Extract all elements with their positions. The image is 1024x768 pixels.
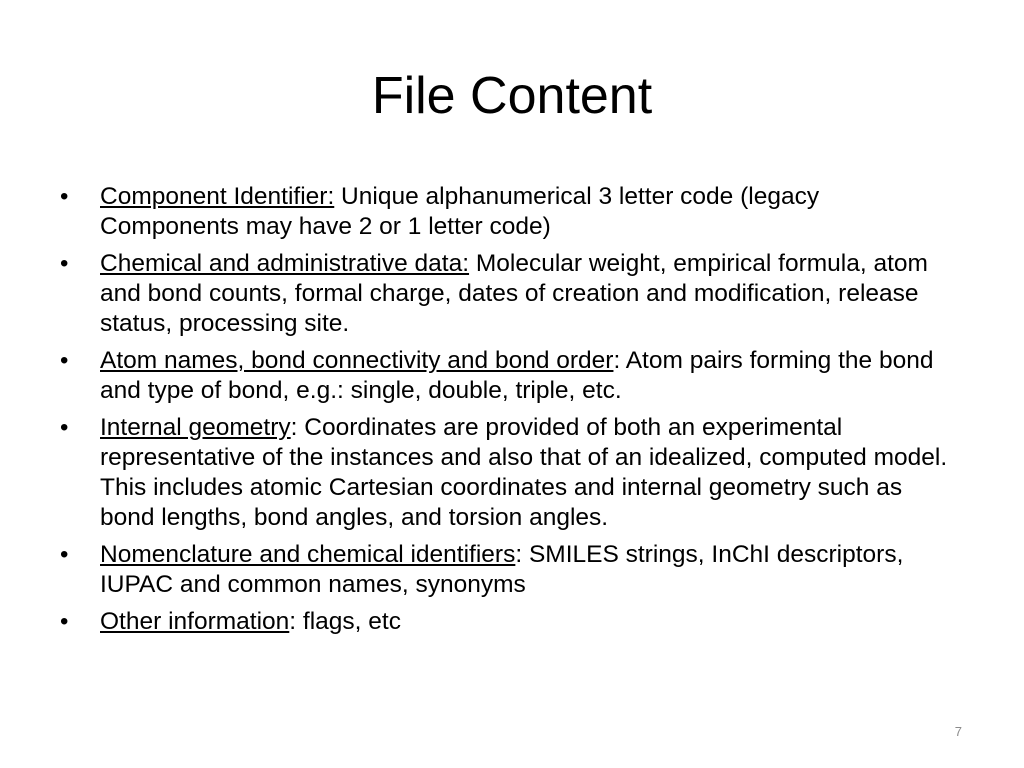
bullet-label: Nomenclature and chemical identifiers bbox=[100, 541, 516, 568]
bullet-item-component-identifier bbox=[60, 182, 960, 242]
bullet-text: : Coordinates are provided of both an experimental representative of the instances and also that of an idealized, computed model. This includes atomic Cartesian coordinates and internal geometry such as bond lengths, bond angles, and torsion angles. bbox=[100, 414, 948, 531]
bullet-label: Internal geometry bbox=[100, 414, 291, 441]
bullet-dot-icon: • bbox=[60, 250, 69, 277]
bullet-label: Atom names, bond connectivity and bond order bbox=[100, 347, 614, 374]
bullet-item-internal-geometry bbox=[60, 413, 960, 533]
bullet-dot-icon: • bbox=[60, 347, 69, 374]
bullet-item-other-information bbox=[60, 607, 960, 637]
bullet-list bbox=[60, 182, 960, 644]
bullet-dot-icon: • bbox=[60, 541, 69, 568]
bullet-item-atom-names bbox=[60, 346, 960, 406]
bullet-dot-icon: • bbox=[60, 608, 69, 635]
bullet-text: : Atom pairs forming the bond and type of bond, e.g.: single, double, triple, etc. bbox=[100, 347, 934, 404]
bullet-item-chemical-data bbox=[60, 249, 960, 339]
bullet-label: Other information bbox=[100, 608, 290, 635]
bullet-text: Unique alphanumerical 3 letter code (legacy Components may have 2 or 1 letter code) bbox=[100, 183, 820, 240]
bullet-text: Molecular weight, empirical formula, atom and bond counts, formal charge, dates of creation and modification, release status, processing site. bbox=[100, 250, 928, 337]
bullet-dot-icon: • bbox=[60, 414, 69, 441]
bullet-item-nomenclature bbox=[60, 540, 960, 600]
bullet-dot-icon: • bbox=[60, 183, 69, 210]
bullet-label: Chemical and administrative data: bbox=[100, 250, 470, 277]
page-number: 7 bbox=[954, 724, 962, 739]
bullet-text: : SMILES strings, InChI descriptors, IUPAC and common names, synonyms bbox=[100, 541, 904, 598]
slide-title: File Content bbox=[371, 67, 653, 125]
bullet-label: Component Identifier: bbox=[100, 183, 335, 210]
bullet-text: : flags, etc bbox=[289, 608, 401, 635]
